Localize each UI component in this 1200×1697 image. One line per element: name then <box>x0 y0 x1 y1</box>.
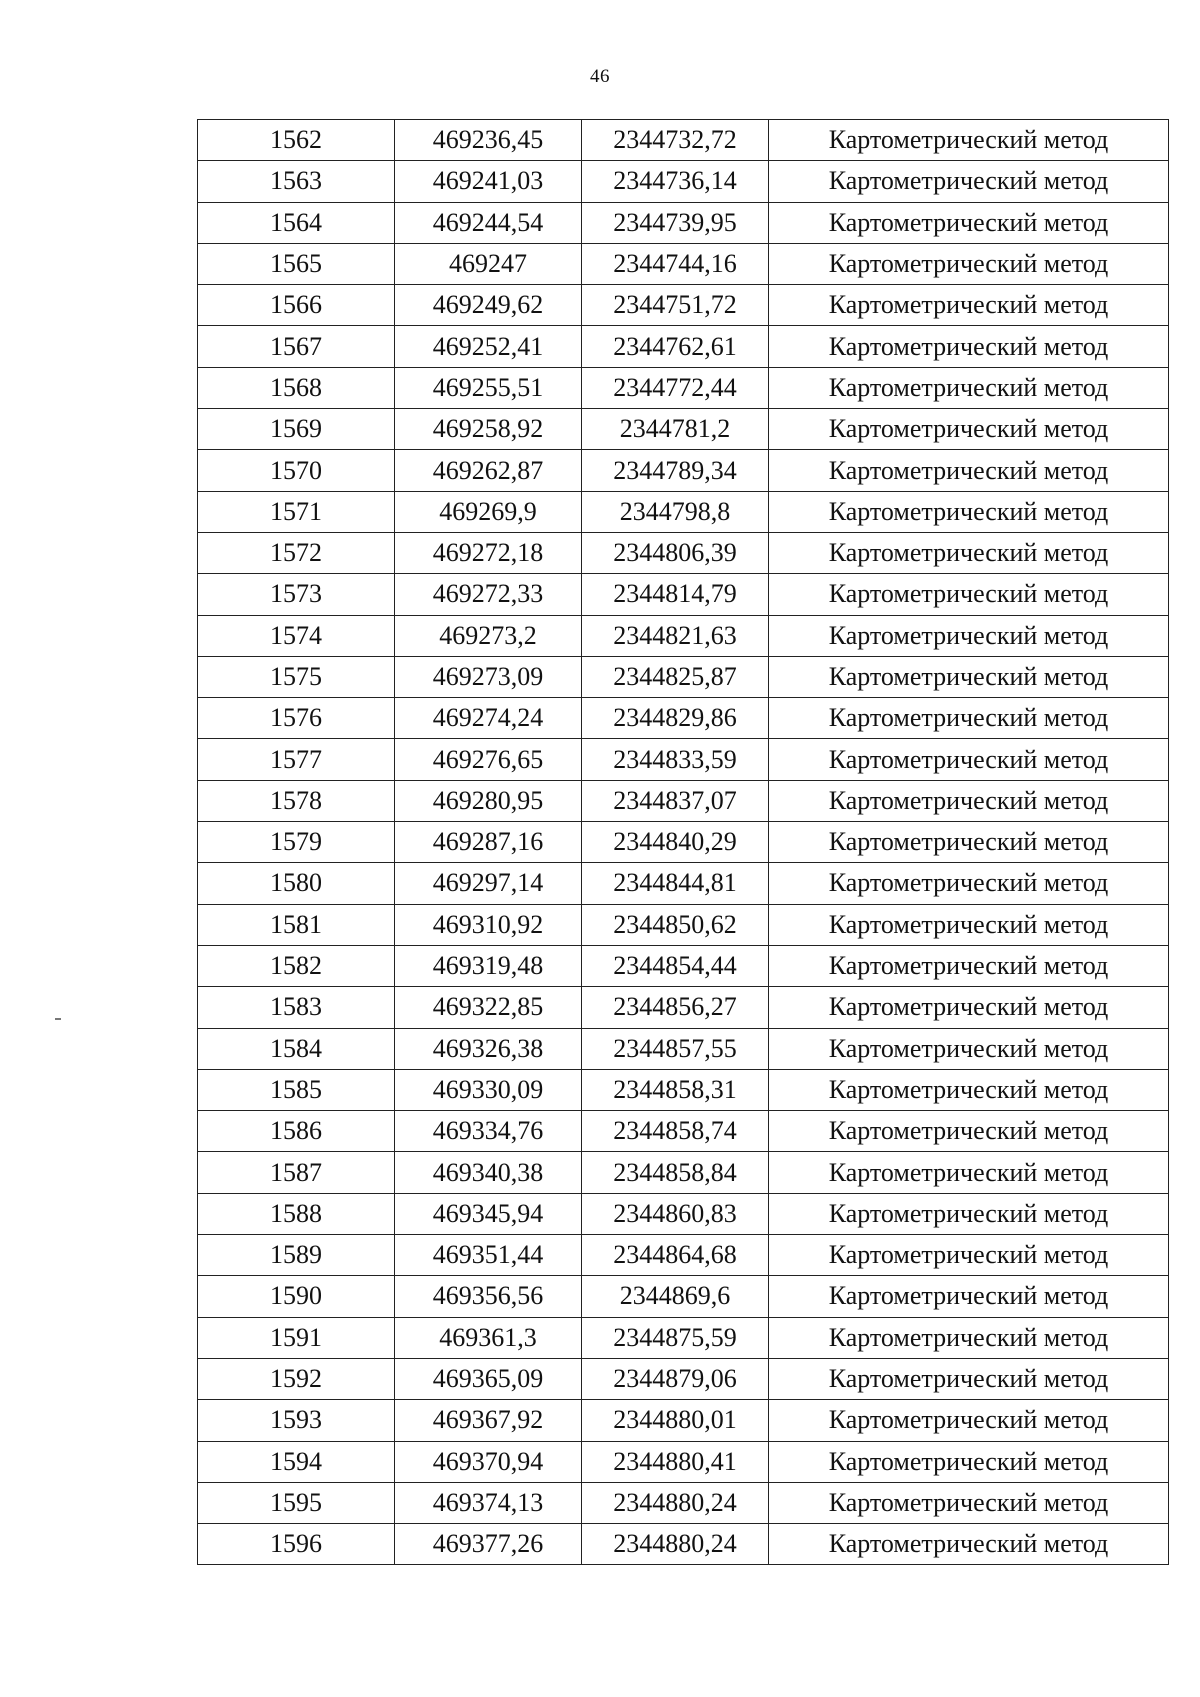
method-cell: Картометрический метод <box>769 120 1169 161</box>
point-number-cell: 1573 <box>198 574 395 615</box>
method-cell: Картометрический метод <box>769 904 1169 945</box>
y-coordinate-cell: 2344864,68 <box>582 1235 769 1276</box>
x-coordinate-cell: 469351,44 <box>395 1235 582 1276</box>
x-coordinate-cell: 469274,24 <box>395 698 582 739</box>
y-coordinate-cell: 2344751,72 <box>582 285 769 326</box>
table-row <box>198 780 1169 821</box>
table-row <box>198 863 1169 904</box>
table-row <box>198 1111 1169 1152</box>
x-coordinate-cell: 469273,09 <box>395 656 582 697</box>
y-coordinate-cell: 2344840,29 <box>582 822 769 863</box>
table-row <box>198 656 1169 697</box>
point-number-cell: 1591 <box>198 1317 395 1358</box>
table-row <box>198 326 1169 367</box>
method-cell: Картометрический метод <box>769 1152 1169 1193</box>
x-coordinate-cell: 469272,18 <box>395 532 582 573</box>
point-number-cell: 1562 <box>198 120 395 161</box>
method-cell: Картометрический метод <box>769 863 1169 904</box>
table-row <box>198 243 1169 284</box>
point-number-cell: 1585 <box>198 1069 395 1110</box>
y-coordinate-cell: 2344837,07 <box>582 780 769 821</box>
x-coordinate-cell: 469367,92 <box>395 1400 582 1441</box>
point-number-cell: 1593 <box>198 1400 395 1441</box>
x-coordinate-cell: 469272,33 <box>395 574 582 615</box>
point-number-cell: 1564 <box>198 202 395 243</box>
y-coordinate-cell: 2344806,39 <box>582 532 769 573</box>
table-row <box>198 822 1169 863</box>
method-cell: Картометрический метод <box>769 243 1169 284</box>
y-coordinate-cell: 2344744,16 <box>582 243 769 284</box>
table-row <box>198 161 1169 202</box>
method-cell: Картометрический метод <box>769 780 1169 821</box>
point-number-cell: 1583 <box>198 987 395 1028</box>
method-cell: Картометрический метод <box>769 1400 1169 1441</box>
x-coordinate-cell: 469310,92 <box>395 904 582 945</box>
method-cell: Картометрический метод <box>769 656 1169 697</box>
x-coordinate-cell: 469297,14 <box>395 863 582 904</box>
y-coordinate-cell: 2344829,86 <box>582 698 769 739</box>
x-coordinate-cell: 469247 <box>395 243 582 284</box>
point-number-cell: 1565 <box>198 243 395 284</box>
x-coordinate-cell: 469377,26 <box>395 1524 582 1565</box>
y-coordinate-cell: 2344858,31 <box>582 1069 769 1110</box>
x-coordinate-cell: 469269,9 <box>395 491 582 532</box>
table-row <box>198 1524 1169 1565</box>
table-row <box>198 1358 1169 1399</box>
method-cell: Картометрический метод <box>769 1111 1169 1152</box>
y-coordinate-cell: 2344850,62 <box>582 904 769 945</box>
method-cell: Картометрический метод <box>769 532 1169 573</box>
method-cell: Картометрический метод <box>769 987 1169 1028</box>
table-row <box>198 1069 1169 1110</box>
method-cell: Картометрический метод <box>769 698 1169 739</box>
y-coordinate-cell: 2344854,44 <box>582 945 769 986</box>
point-number-cell: 1589 <box>198 1235 395 1276</box>
table-row <box>198 574 1169 615</box>
x-coordinate-cell: 469340,38 <box>395 1152 582 1193</box>
table-row <box>198 491 1169 532</box>
y-coordinate-cell: 2344869,6 <box>582 1276 769 1317</box>
y-coordinate-cell: 2344875,59 <box>582 1317 769 1358</box>
method-cell: Картометрический метод <box>769 202 1169 243</box>
method-cell: Картометрический метод <box>769 1317 1169 1358</box>
method-cell: Картометрический метод <box>769 450 1169 491</box>
x-coordinate-cell: 469361,3 <box>395 1317 582 1358</box>
y-coordinate-cell: 2344879,06 <box>582 1358 769 1399</box>
x-coordinate-cell: 469326,38 <box>395 1028 582 1069</box>
y-coordinate-cell: 2344860,83 <box>582 1193 769 1234</box>
method-cell: Картометрический метод <box>769 945 1169 986</box>
table-row <box>198 409 1169 450</box>
y-coordinate-cell: 2344844,81 <box>582 863 769 904</box>
method-cell: Картометрический метод <box>769 1358 1169 1399</box>
x-coordinate-cell: 469370,94 <box>395 1441 582 1482</box>
point-number-cell: 1570 <box>198 450 395 491</box>
point-number-cell: 1578 <box>198 780 395 821</box>
x-coordinate-cell: 469249,62 <box>395 285 582 326</box>
point-number-cell: 1580 <box>198 863 395 904</box>
x-coordinate-cell: 469322,85 <box>395 987 582 1028</box>
table-row <box>198 1317 1169 1358</box>
table-row <box>198 1276 1169 1317</box>
x-coordinate-cell: 469319,48 <box>395 945 582 986</box>
table-row <box>198 987 1169 1028</box>
x-coordinate-cell: 469287,16 <box>395 822 582 863</box>
table-row <box>198 532 1169 573</box>
y-coordinate-cell: 2344856,27 <box>582 987 769 1028</box>
x-coordinate-cell: 469330,09 <box>395 1069 582 1110</box>
y-coordinate-cell: 2344833,59 <box>582 739 769 780</box>
method-cell: Картометрический метод <box>769 1069 1169 1110</box>
method-cell: Картометрический метод <box>769 409 1169 450</box>
table-row <box>198 367 1169 408</box>
point-number-cell: 1581 <box>198 904 395 945</box>
table-row <box>198 202 1169 243</box>
x-coordinate-cell: 469334,76 <box>395 1111 582 1152</box>
point-number-cell: 1582 <box>198 945 395 986</box>
table-row <box>198 1482 1169 1523</box>
point-number-cell: 1574 <box>198 615 395 656</box>
method-cell: Картометрический метод <box>769 615 1169 656</box>
y-coordinate-cell: 2344781,2 <box>582 409 769 450</box>
table-row <box>198 1152 1169 1193</box>
point-number-cell: 1588 <box>198 1193 395 1234</box>
method-cell: Картометрический метод <box>769 1235 1169 1276</box>
y-coordinate-cell: 2344858,74 <box>582 1111 769 1152</box>
x-coordinate-cell: 469241,03 <box>395 161 582 202</box>
x-coordinate-cell: 469236,45 <box>395 120 582 161</box>
table-row <box>198 615 1169 656</box>
method-cell: Картометрический метод <box>769 1482 1169 1523</box>
point-number-cell: 1590 <box>198 1276 395 1317</box>
point-number-cell: 1579 <box>198 822 395 863</box>
table-row <box>198 285 1169 326</box>
method-cell: Картометрический метод <box>769 491 1169 532</box>
method-cell: Картометрический метод <box>769 739 1169 780</box>
point-number-cell: 1572 <box>198 532 395 573</box>
y-coordinate-cell: 2344880,01 <box>582 1400 769 1441</box>
y-coordinate-cell: 2344880,24 <box>582 1482 769 1523</box>
x-coordinate-cell: 469280,95 <box>395 780 582 821</box>
table-row <box>198 450 1169 491</box>
x-coordinate-cell: 469273,2 <box>395 615 582 656</box>
y-coordinate-cell: 2344762,61 <box>582 326 769 367</box>
x-coordinate-cell: 469258,92 <box>395 409 582 450</box>
point-number-cell: 1567 <box>198 326 395 367</box>
method-cell: Картометрический метод <box>769 1193 1169 1234</box>
y-coordinate-cell: 2344736,14 <box>582 161 769 202</box>
x-coordinate-cell: 469262,87 <box>395 450 582 491</box>
x-coordinate-cell: 469276,65 <box>395 739 582 780</box>
x-coordinate-cell: 469356,56 <box>395 1276 582 1317</box>
point-number-cell: 1566 <box>198 285 395 326</box>
point-number-cell: 1575 <box>198 656 395 697</box>
method-cell: Картометрический метод <box>769 574 1169 615</box>
point-number-cell: 1586 <box>198 1111 395 1152</box>
x-coordinate-cell: 469374,13 <box>395 1482 582 1523</box>
point-number-cell: 1571 <box>198 491 395 532</box>
table-row <box>198 1235 1169 1276</box>
point-number-cell: 1576 <box>198 698 395 739</box>
point-number-cell: 1592 <box>198 1358 395 1399</box>
x-coordinate-cell: 469244,54 <box>395 202 582 243</box>
method-cell: Картометрический метод <box>769 1276 1169 1317</box>
table-row <box>198 904 1169 945</box>
y-coordinate-cell: 2344739,95 <box>582 202 769 243</box>
y-coordinate-cell: 2344732,72 <box>582 120 769 161</box>
y-coordinate-cell: 2344880,24 <box>582 1524 769 1565</box>
y-coordinate-cell: 2344858,84 <box>582 1152 769 1193</box>
method-cell: Картометрический метод <box>769 285 1169 326</box>
method-cell: Картометрический метод <box>769 367 1169 408</box>
point-number-cell: 1587 <box>198 1152 395 1193</box>
table-row <box>198 739 1169 780</box>
y-coordinate-cell: 2344821,63 <box>582 615 769 656</box>
table-row <box>198 1028 1169 1069</box>
method-cell: Картометрический метод <box>769 161 1169 202</box>
y-coordinate-cell: 2344814,79 <box>582 574 769 615</box>
y-coordinate-cell: 2344772,44 <box>582 367 769 408</box>
method-cell: Картометрический метод <box>769 1524 1169 1565</box>
table-row <box>198 945 1169 986</box>
page-number: 46 <box>590 66 610 87</box>
point-number-cell: 1568 <box>198 367 395 408</box>
y-coordinate-cell: 2344857,55 <box>582 1028 769 1069</box>
point-number-cell: 1569 <box>198 409 395 450</box>
point-number-cell: 1596 <box>198 1524 395 1565</box>
table-row <box>198 1193 1169 1234</box>
table-row <box>198 1400 1169 1441</box>
method-cell: Картометрический метод <box>769 1028 1169 1069</box>
point-number-cell: 1584 <box>198 1028 395 1069</box>
method-cell: Картометрический метод <box>769 326 1169 367</box>
table-row <box>198 698 1169 739</box>
method-cell: Картометрический метод <box>769 822 1169 863</box>
table-row <box>198 1441 1169 1482</box>
y-coordinate-cell: 2344880,41 <box>582 1441 769 1482</box>
table-row <box>198 120 1169 161</box>
x-coordinate-cell: 469255,51 <box>395 367 582 408</box>
y-coordinate-cell: 2344789,34 <box>582 450 769 491</box>
point-number-cell: 1577 <box>198 739 395 780</box>
y-coordinate-cell: 2344825,87 <box>582 656 769 697</box>
method-cell: Картометрический метод <box>769 1441 1169 1482</box>
coordinates-table-body <box>198 120 1169 1565</box>
x-coordinate-cell: 469345,94 <box>395 1193 582 1234</box>
coordinates-table <box>197 119 1169 1565</box>
point-number-cell: 1594 <box>198 1441 395 1482</box>
point-number-cell: 1563 <box>198 161 395 202</box>
x-coordinate-cell: 469365,09 <box>395 1358 582 1399</box>
scan-speck <box>55 1018 61 1020</box>
x-coordinate-cell: 469252,41 <box>395 326 582 367</box>
y-coordinate-cell: 2344798,8 <box>582 491 769 532</box>
point-number-cell: 1595 <box>198 1482 395 1523</box>
